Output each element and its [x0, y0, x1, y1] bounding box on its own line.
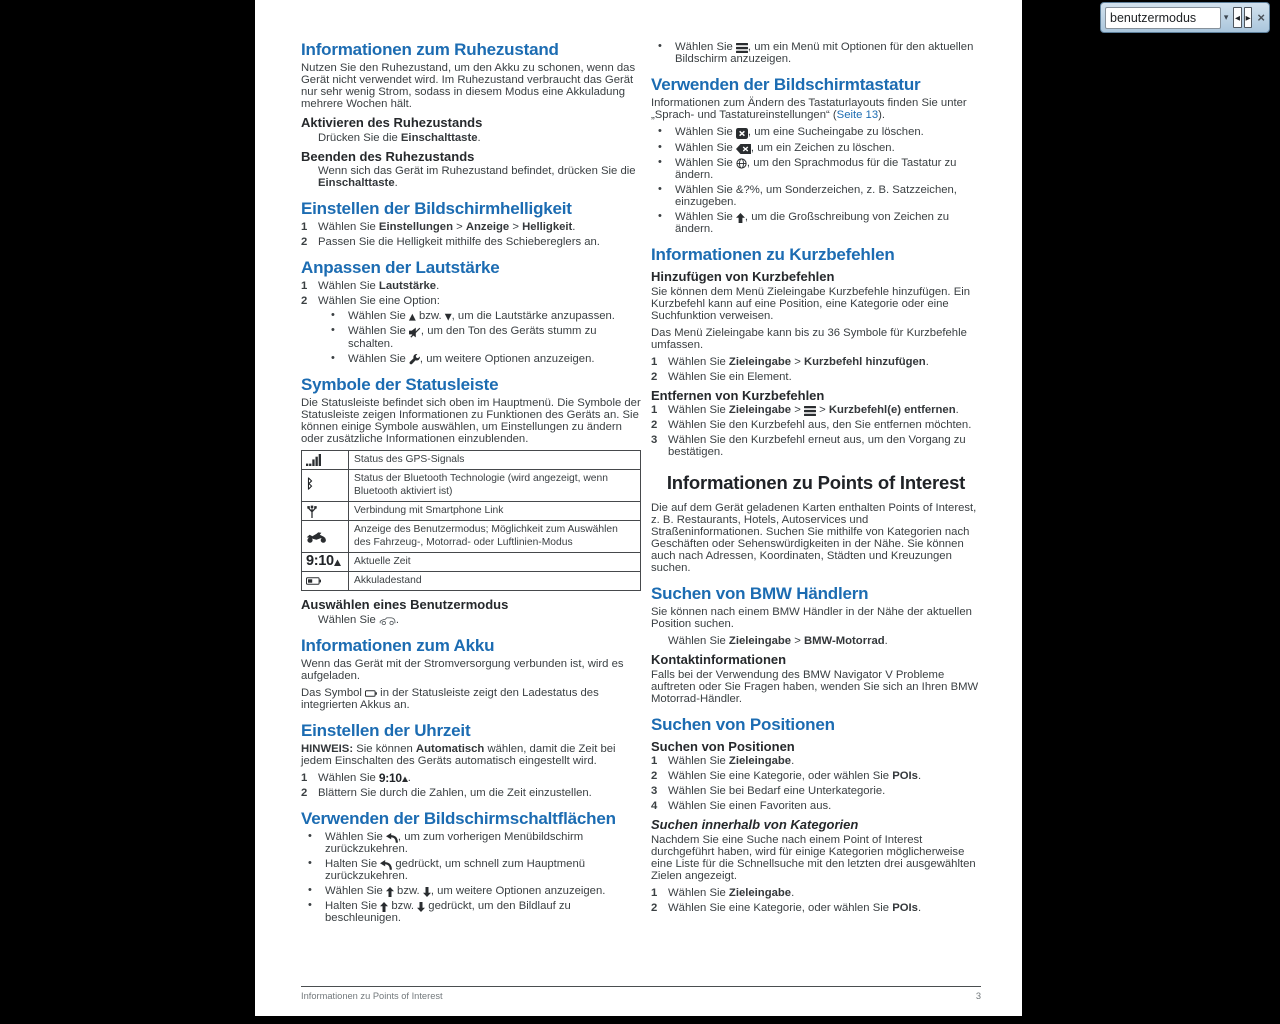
numbered-step: 4 Wählen Sie einen Favoriten aus. [651, 800, 832, 813]
step-number: 2 [651, 770, 658, 783]
chapter-heading: Informationen zu Points of Interest [666, 472, 966, 494]
section-heading: Einstellen der Bildschirmhelligkeit [301, 199, 572, 218]
bold-text: Zieleingabe [728, 355, 792, 368]
numbered-step: 3 Wählen Sie bei Bedarf eine Unterkategorie. [651, 785, 886, 798]
chevron-down-icon: ▾ [1223, 12, 1229, 23]
tools-icon [409, 354, 420, 365]
bullet-item: • Wählen Sie , um den Ton des Geräts stumm zu schalten. [331, 324, 597, 350]
bluetooth-icon: ᛒ [306, 477, 314, 493]
numbered-step: 1 Wählen Sie 9:10 . [301, 770, 411, 785]
page-up-icon [386, 887, 394, 897]
find-next-button[interactable] [1244, 7, 1253, 28]
bold-text: Kurzbefehl(e) entfernen [828, 404, 956, 417]
bullet-item: • Wählen Sie , um eine Sucheingabe zu löschen. [658, 125, 924, 139]
bullet-icon: • [658, 183, 662, 196]
numbered-step: 1 Wählen Sie Zieleingabe. [651, 755, 795, 768]
find-dropdown-button[interactable] [1221, 13, 1231, 23]
bold-text: Helligkeit [522, 221, 573, 233]
section-heading: Einstellen der Uhrzeit [301, 720, 471, 740]
language-icon [736, 158, 747, 169]
subsection-heading: Entfernen von Kurzbefehlen [651, 387, 825, 403]
section-heading: Informationen zum Ruhezustand [301, 40, 559, 59]
subsection-heading: Kontaktinformationen [651, 652, 787, 668]
step-number: 1 [651, 355, 658, 368]
right-arrow-icon: ▶ [1245, 13, 1251, 22]
bold-text: Zieleingabe [728, 404, 792, 417]
bullet-icon: • [658, 125, 662, 138]
numbered-step: 1 Wählen Sie Lautstärke. [301, 280, 440, 292]
section-heading: Verwenden der Bildschirmtastatur [651, 75, 921, 95]
battery-icon [306, 577, 321, 585]
page-down-icon [417, 902, 425, 912]
section-heading: Symbole der Statusleiste [301, 375, 499, 395]
find-input[interactable] [1105, 7, 1221, 29]
page-number: 3 [975, 991, 981, 1001]
mute-icon [409, 327, 421, 338]
numbered-step: 1 Wählen Sie Zieleingabe > Kurzbefehl hinzufügen. [651, 355, 929, 368]
bold-text: BMW-Motorrad [803, 635, 885, 648]
step-number: 3 [651, 434, 658, 447]
paragraph: Informationen zum Ändern des Tastaturlayouts finden Sie unter „Sprach- und Tastatureinstellungen“ (Seite 13). [651, 97, 967, 122]
bullet-icon: • [308, 883, 312, 896]
numbered-step: 1 Wählen Sie Zieleingabe. [651, 886, 795, 899]
bullet-item: • Wählen Sie , um ein Menü mit Optionen für den aktuellen Bildschirm anzuzeigen. [658, 40, 974, 66]
section-heading: Suchen von Positionen [651, 714, 835, 734]
bullet-item: • Halten Sie bzw. gedrückt, um den Bildlauf zu beschleunigen. [308, 898, 571, 924]
numbered-step: 2 Wählen Sie ein Element. [651, 370, 792, 383]
bold-text: Anzeige [465, 221, 510, 233]
bullet-item: • Wählen Sie bzw. , um weitere Optionen anzuzeigen. [308, 883, 606, 897]
numbered-step: 2 Wählen Sie eine Kategorie, oder wählen Sie POIs. [651, 770, 922, 783]
paragraph: HINWEIS: Sie können Automatisch wählen, damit die Zeit bei jedem Einschalten des Geräts automatisch eingestellt wird. [301, 742, 616, 767]
paragraph: Wenn das Gerät mit der Stromversorgung verbunden ist, wird es aufgeladen. [301, 657, 624, 682]
bullet-icon: • [658, 140, 662, 153]
bold-text: Kurzbefehl hinzufügen [803, 355, 926, 368]
step-number: 1 [651, 755, 658, 768]
table-icon-cell [302, 521, 349, 553]
paragraph: Nachdem Sie eine Suche nach einem Point of Interest durchgeführt haben, wird für einige Kategorien möglicherweise eine Liste für die Schnellsuche mit den letzten drei ausgewählten Zielen angezeigt. [651, 833, 976, 882]
subsection-heading: Hinzufügen von Kurzbefehlen [651, 269, 835, 285]
step-number: 2 [301, 786, 308, 799]
close-icon: × [1257, 10, 1265, 25]
find-close-button[interactable] [1257, 11, 1265, 24]
page-footer [301, 986, 981, 1001]
step-number: 2 [301, 295, 308, 307]
bullet-icon: • [331, 324, 335, 336]
numbered-step: 3 Wählen Sie den Kurzbefehl erneut aus, um den Vorgang zu bestätigen. [651, 434, 966, 459]
left-arrow-icon: ◀ [1235, 13, 1241, 22]
paragraph: Sie können dem Menü Zieleingabe Kurzbefehle hinzufügen. Ein Kurzbefehl kann auf eine Position, eine Kategorie oder eine Suchfunktion verweisen. [651, 285, 971, 322]
bullet-icon: • [658, 40, 662, 52]
subsection-heading: Auswählen eines Benutzermodus [301, 597, 509, 613]
back-icon [386, 833, 398, 843]
bullet-icon: • [658, 155, 662, 168]
bold-text: Automatisch [415, 742, 485, 755]
menu-icon [804, 406, 816, 416]
clear-entry-icon [736, 128, 748, 139]
bullet-icon: • [308, 829, 312, 842]
instruction-line: Wenn sich das Gerät im Ruhezustand befindet, drücken Sie die Einschalttaste. [318, 165, 636, 189]
bullet-item: • Wählen Sie ▲ bzw. ▼, um die Lautstärke anzupassen. [331, 309, 615, 323]
bold-text: Zieleingabe [728, 886, 792, 899]
bullet-item: • Halten Sie gedrückt, um schnell zum Hauptmenü zurückzukehren. [308, 856, 586, 882]
bullet-item: • Wählen Sie , um zum vorherigen Menübildschirm zurückzukehren. [308, 829, 584, 855]
numbered-step: 2 Wählen Sie den Kurzbefehl aus, den Sie entfernen möchten. [651, 419, 972, 432]
step-number: 1 [301, 280, 308, 292]
bold-text: Einstellungen [378, 221, 453, 233]
table-text-cell: Verbindung mit Smartphone Link [349, 501, 641, 520]
bullet-icon: • [331, 309, 335, 321]
smartphone-link-icon [306, 505, 318, 518]
bullet-item: • Wählen Sie , um den Sprachmodus für die Tastatur zu ändern. [658, 155, 957, 182]
step-number: 2 [651, 419, 658, 432]
right-column [651, 0, 981, 917]
table-row [302, 521, 641, 553]
section-heading: Verwenden der Bildschirmschaltflächen [301, 808, 616, 828]
bold-text: Einschalttaste [400, 131, 478, 144]
page-up-icon [380, 902, 388, 912]
bullet-item: • Wählen Sie , um die Großschreibung von Zeichen zu ändern. [658, 210, 949, 236]
paragraph: Das Symbol in der Statusleiste zeigt den Ladestatus des integrierten Akkus an. [301, 686, 599, 711]
bold-text: Zieleingabe [728, 635, 792, 648]
paragraph: Nutzen Sie den Ruhezustand, um den Akku zu schonen, wenn das Gerät nicht verwendet wird. Im Ruhezustand verbraucht das Gerät nur sehr wenig Strom, sodass in diesem Modus eine Akkuladung mehrere Wochen hält. [301, 62, 636, 110]
find-bar [1100, 2, 1270, 33]
table-row [302, 451, 641, 470]
volume-down-icon: ▼ [444, 312, 452, 323]
step-number: 1 [301, 221, 308, 233]
step-number: 4 [651, 800, 658, 813]
bullet-item: • Wählen Sie , um weitere Optionen anzuzeigen. [331, 351, 595, 365]
numbered-step: 1 Wählen Sie Einstellungen > Anzeige > Helligkeit. [301, 221, 576, 233]
section-heading: Informationen zum Akku [301, 635, 495, 655]
subsection-heading: Suchen von Positionen [651, 738, 795, 754]
status-bar-table [301, 450, 641, 591]
section-heading: Informationen zu Kurzbefehlen [651, 245, 895, 265]
table-icon-cell [302, 451, 349, 470]
bullet-icon: • [308, 898, 312, 911]
step-number: 3 [651, 785, 658, 798]
subsection-heading: Beenden des Ruhezustands [301, 148, 475, 164]
bold-text: POIs [892, 770, 918, 783]
table-icon-cell [302, 470, 349, 502]
time-icon: 9:10 [379, 776, 408, 782]
table-text-cell: Aktuelle Zeit [349, 552, 641, 571]
bold-text: Einschalttaste [318, 177, 395, 189]
bold-text: Lautstärke [378, 280, 437, 292]
table-text-cell: Status der Bluetooth Technologie (wird angezeigt, wenn Bluetooth aktiviert ist) [349, 470, 641, 502]
instruction-line: Drücken Sie die Einschalttaste. [318, 131, 481, 144]
page-down-icon [423, 887, 431, 897]
bullet-icon: • [308, 856, 312, 869]
back-icon [380, 860, 392, 870]
paragraph: Die auf dem Gerät geladenen Karten enthalten Points of Interest, z. B. Restaurants, Hotels, Autoservices und Straßeninformationen. Suchen Sie mithilfe von Kategorien nach Geschäften oder Sehenswürdigkeiten in der Nähe. Sie können auch nach Adressen, Koordinaten, Städten und Kreuzungen suchen. [651, 502, 977, 575]
footer-section-title: Informationen zu Points of Interest [301, 991, 443, 1001]
table-row [302, 470, 641, 502]
bullet-icon: • [331, 351, 335, 364]
paragraph: Sie können nach einem BMW Händler in der Nähe der aktuellen Position suchen. [651, 606, 972, 631]
paragraph: Falls bei der Verwendung des BMW Navigator V Probleme auftreten oder Sie Fragen haben, wenden Sie sich an Ihren BMW Motorrad-Händler. [651, 668, 979, 705]
section-heading: Suchen von BMW Händlern [651, 584, 869, 604]
bold-text: POIs [892, 901, 918, 914]
step-number: 2 [651, 370, 658, 383]
left-column [301, 0, 641, 927]
battery-inline-icon [365, 690, 377, 697]
table-icon-cell [302, 552, 349, 571]
paragraph: Die Statusleiste befindet sich oben im Hauptmenü. Die Symbole der Statusleiste zeigen Informationen zu Funktionen des Geräts an. Sie können einige Symbole auswählen, um Einstellungen zu ändern oder zusätzliche Informationen einzublenden. [301, 397, 641, 446]
table-text-cell: Akkuladestand [349, 572, 641, 591]
step-number: 1 [651, 404, 658, 417]
bullet-item: • Wählen Sie &?%, um Sonderzeichen, z. B. Satzzeichen, einzugeben. [658, 183, 957, 209]
menu-icon [736, 43, 748, 53]
volume-up-icon: ▲ [408, 312, 416, 323]
numbered-step: 1 Wählen Sie Zieleingabe > > Kurzbefehl(e) entfernen. [651, 404, 959, 417]
table-row [302, 501, 641, 520]
bold-text: HINWEIS: [301, 742, 354, 755]
bullet-item: • Wählen Sie , um ein Zeichen zu löschen. [658, 140, 895, 154]
numbered-step: 2 Passen Sie die Helligkeit mithilfe des Schiebereglers an. [301, 236, 600, 248]
table-icon-cell [302, 572, 349, 591]
table-icon-cell [302, 501, 349, 520]
subsection-heading: Suchen innerhalb von Kategorien [651, 817, 859, 833]
paragraph: Das Menü Zieleingabe kann bis zu 36 Symbole für Kurzbefehle umfassen. [651, 326, 967, 351]
section-heading: Anpassen der Lautstärke [301, 258, 500, 277]
table-text-cell: Status des GPS-Signals [349, 451, 641, 470]
vehicle-mode-icon [379, 616, 396, 625]
table-text-cell: Anzeige des Benutzermodus; Möglichkeit zum Auswählen des Fahrzeug-, Motorrad- oder Luftlinien-Modus [349, 521, 641, 553]
instruction-line: Wählen Sie Zieleingabe > BMW-Motorrad. [668, 635, 888, 648]
step-number: 2 [651, 901, 658, 914]
document-page [255, 0, 1022, 1016]
table-row [302, 552, 641, 571]
table-row [302, 572, 641, 591]
find-previous-button[interactable] [1233, 7, 1242, 28]
page-link[interactable]: Seite 13 [836, 109, 879, 122]
time-icon: 9:10 [306, 559, 341, 566]
numbered-step: 2 Wählen Sie eine Kategorie, oder wählen Sie POIs. [651, 901, 922, 914]
backspace-icon [736, 144, 751, 154]
numbered-step: 2 Wählen Sie eine Option: [301, 295, 440, 307]
motorcycle-icon [306, 531, 327, 543]
numbered-step: 2 Blättern Sie durch die Zahlen, um die Zeit einzustellen. [301, 786, 592, 799]
instruction-line: Wählen Sie . [318, 613, 400, 626]
subsection-heading: Aktivieren des Ruhezustands [301, 115, 483, 130]
step-number: 1 [651, 886, 658, 899]
step-number: 1 [301, 771, 308, 784]
shift-icon [736, 213, 745, 223]
bold-text: Zieleingabe [728, 755, 792, 768]
gps-signal-icon [306, 454, 322, 466]
bullet-icon: • [658, 210, 662, 223]
step-number: 2 [301, 236, 308, 248]
